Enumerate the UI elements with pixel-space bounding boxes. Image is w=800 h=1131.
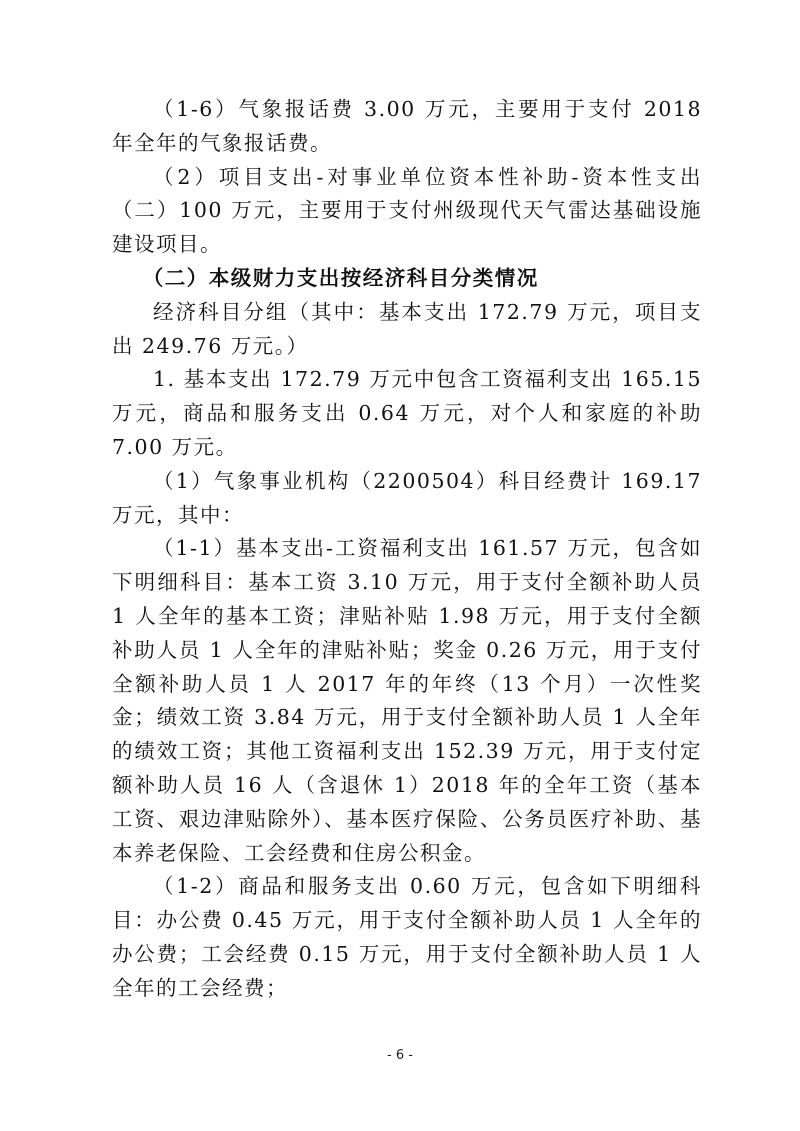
paragraph-wage-welfare-detail: （1-1）基本支出-工资福利支出 161.57 万元，包含如下明细科目：基本工资 3.10 万元，用于支付全额补助人员 1 人全年的基本工资；津贴补贴 1.98 万元，用于支付全额补助人员 1 人全年的津贴补贴；奖金 0.26 万元，用于支付全额补助人员 1 人 2017 年的年终（13 个月）一次性奖金；绩效工资 3.84 万元，用于支付全额补助人员 1 人全年的绩效工资；其他工资福利支出 152.39 万元，用于支付定额补助人员 16 人（含退休 1）2018 年的全年工资（基本工资、艰边津贴除外）、基本医疗保险、公务员医疗补助、基本养老保险、工会经费和住房公积金。	[112, 536, 702, 865]
paragraph-project-capital-expenditure: （2）项目支出-对事业单位资本性补助-资本性支出（二）100 万元，主要用于支付州级现代天气雷达基础设施建设项目。	[112, 164, 702, 257]
document-body	[112, 93, 702, 1006]
paragraph-meteorological-agency: （1）气象事业机构（2200504）科目经费计 169.17 万元，其中：	[112, 468, 702, 527]
paragraph-basic-expenditure: 1. 基本支出 172.79 万元中包含工资福利支出 165.15 万元，商品和服务支出 0.64 万元，对个人和家庭的补助 7.00 万元。	[112, 367, 702, 459]
section-heading-economic-classification: （二）本级财力支出按经济科目分类情况	[142, 265, 539, 290]
paragraph-economic-groups: 经济科目分组（其中：基本支出 172.79 万元，项目支出 249.76 万元。）	[112, 299, 702, 358]
paragraph-goods-services-detail: （1-2）商品和服务支出 0.60 万元，包含如下明细科目：办公费 0.45 万元，用于支付全额补助人员 1 人全年的办公费；工会经费 0.15 万元，用于支付全额补助人员 1 人全年的工会经费；	[112, 874, 702, 1000]
page-number: - 6 -	[387, 1048, 413, 1063]
paragraph-weather-report-fee: （1-6）气象报话费 3.00 万元，主要用于支付 2018 年全年的气象报话费。	[112, 97, 702, 155]
